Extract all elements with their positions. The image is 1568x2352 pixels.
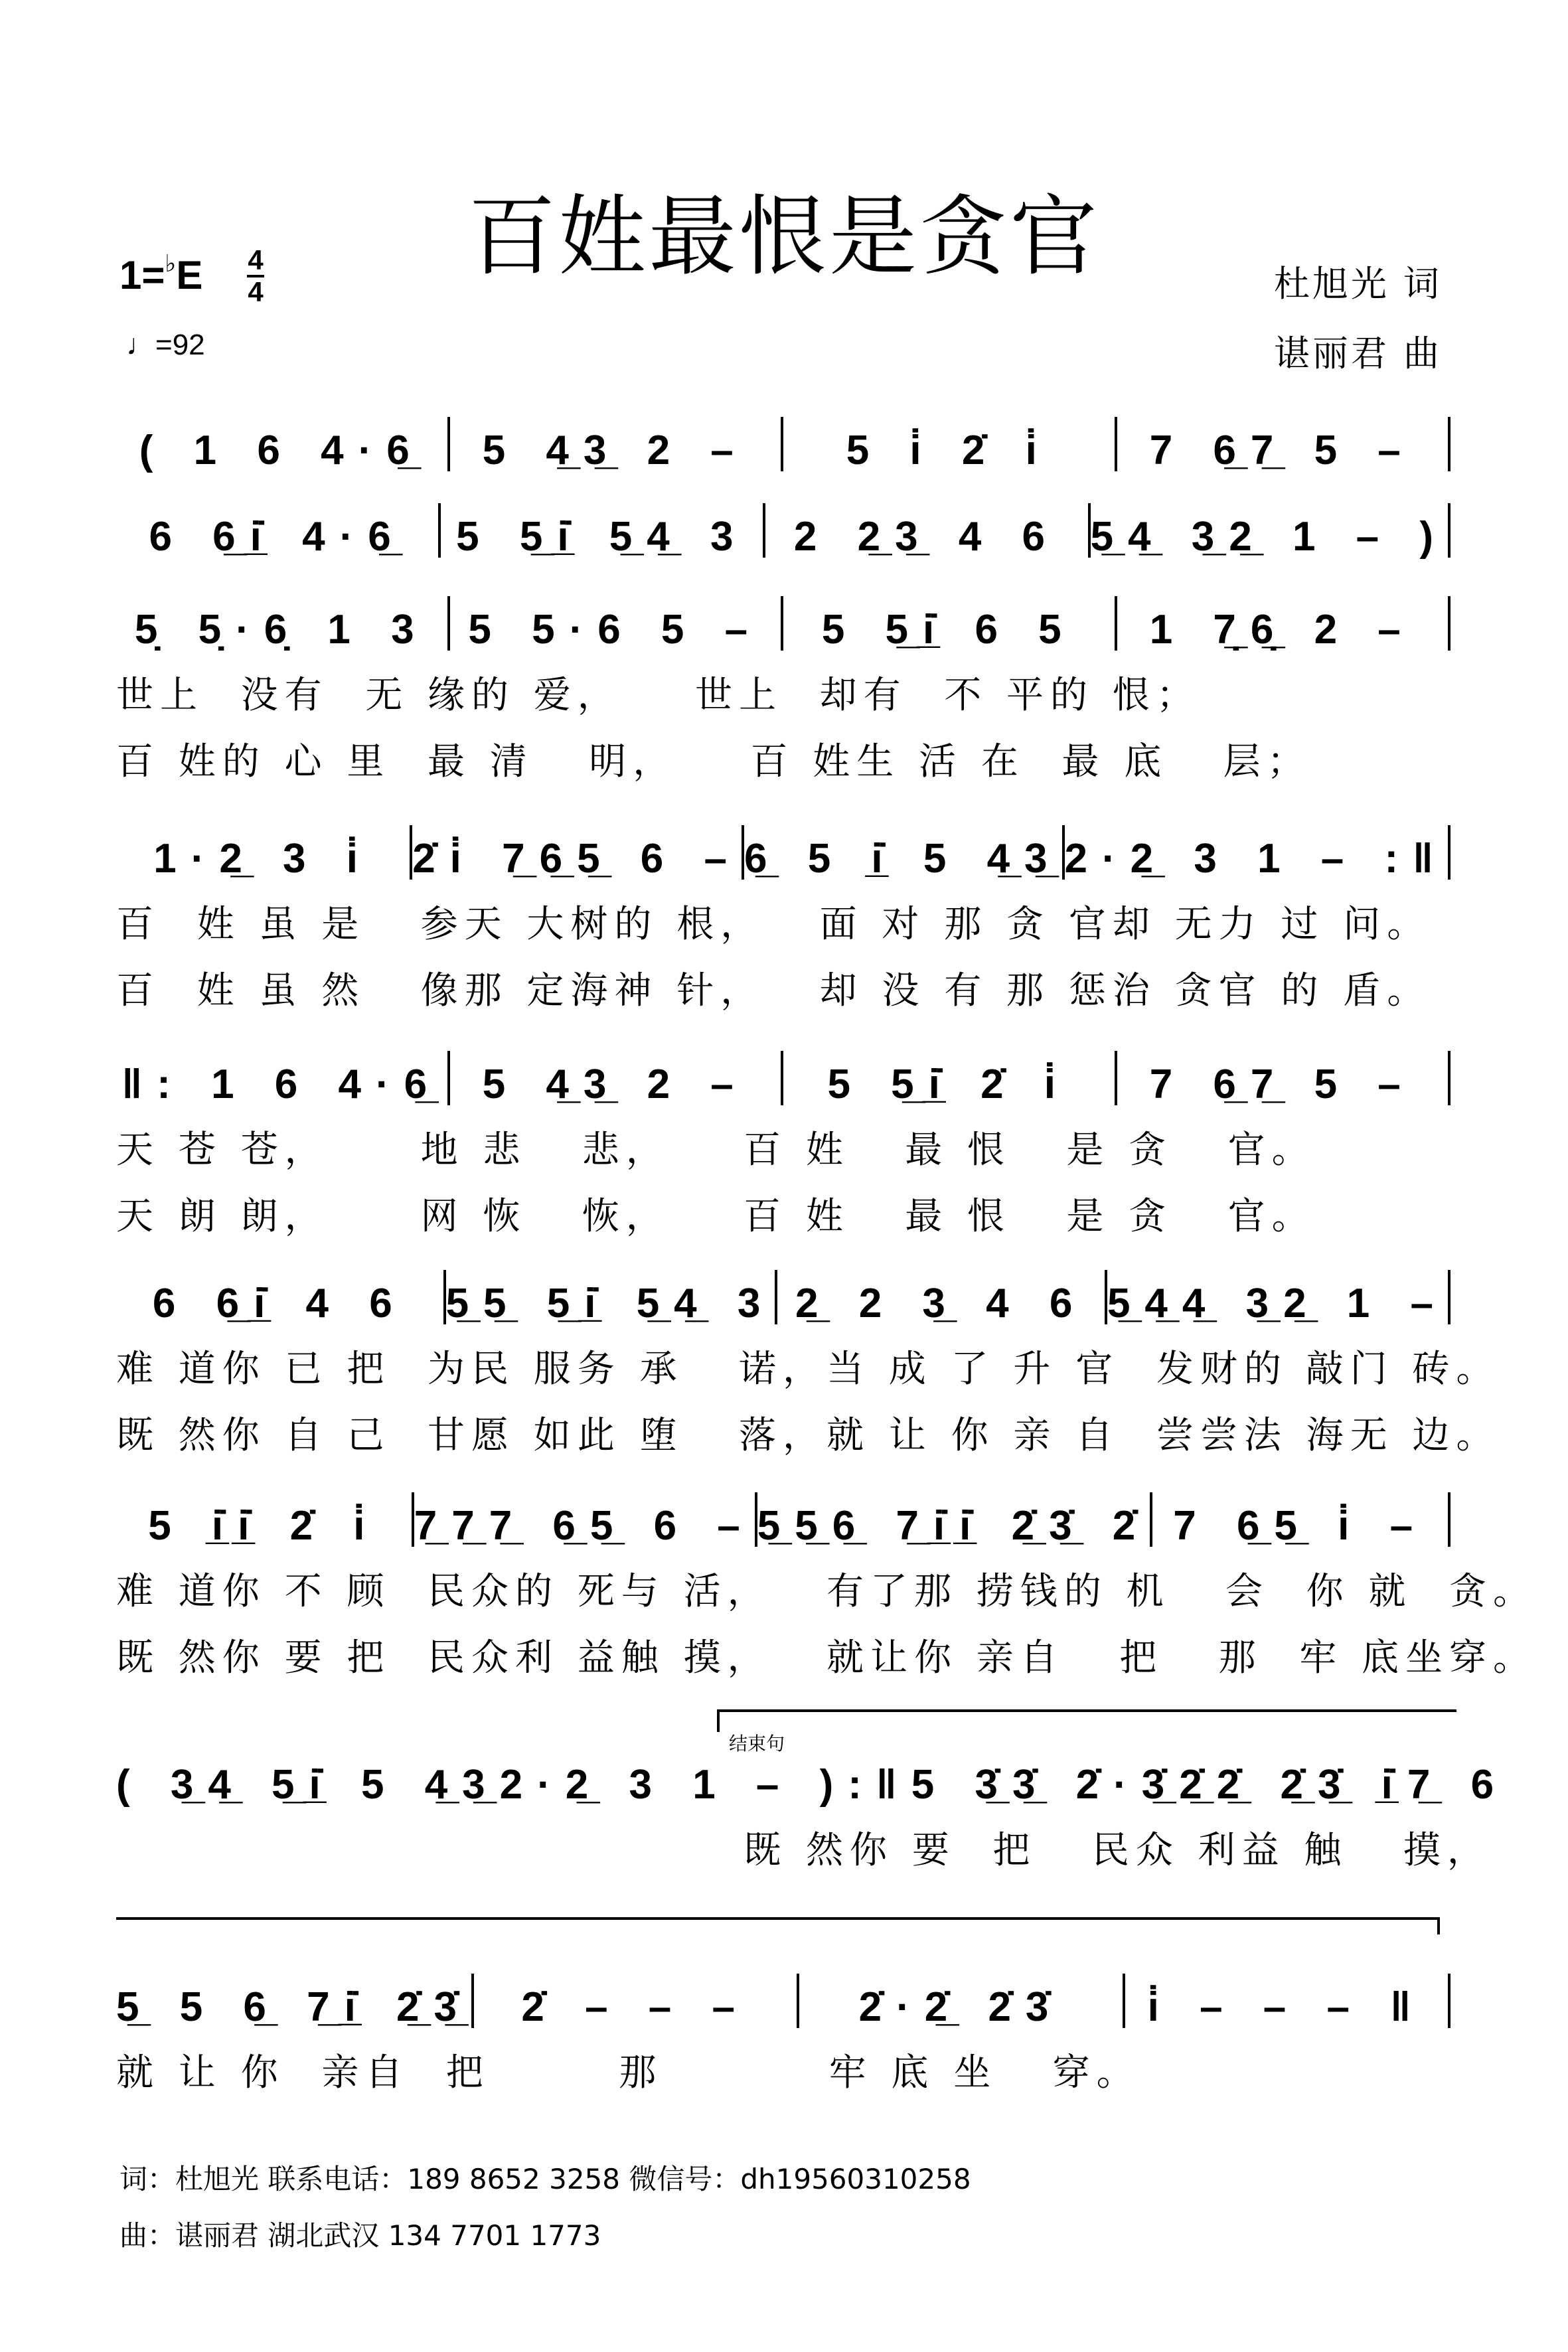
lyric-verse-1: 既 然你 要 把 民众 利益 触 摸， (116, 1829, 1491, 1872)
measure (783, 405, 1115, 471)
measure (116, 1258, 443, 1324)
lyric-verse-1: 难 道你 不 顾 民众的 死与 活， 有了那 捞钱的 机 会 你 就 贪。 (116, 1570, 1537, 1613)
measure-notes: 7̲7̲7̲ 6̲5̲ 6 – (414, 1503, 755, 1549)
measure-notes: 2·2̲ 3 1 – :‖ (1064, 836, 1448, 882)
measure (441, 491, 763, 558)
measure-notes: 5 5̲i̲̇ 6 5 (821, 607, 1076, 653)
quarter-note-icon: ♩ (126, 329, 155, 361)
lyrics-block (116, 2040, 1450, 2106)
composer-contact: 曲：谌丽君 湖北武汉 134 7701 1773 (119, 2219, 601, 2252)
measure-notes: 2̇ – – – (521, 1984, 749, 2030)
measure (446, 1258, 775, 1324)
ending-label: 结束句 (729, 1733, 785, 1754)
measure (765, 491, 1087, 558)
score-system-intro-1 (116, 405, 1450, 471)
measure-notes: 6 6̲i̲̇ 4·6̲ (149, 514, 406, 560)
notation-row (116, 584, 1450, 651)
measure (1117, 1039, 1449, 1105)
measure-notes: 2̲ 2 3̲ 4 6 (795, 1281, 1087, 1326)
measure (1117, 584, 1449, 651)
measure-notes: ‖: 1 6 4·6̲ (121, 1061, 442, 1107)
measure (783, 584, 1115, 651)
notation-row (116, 1039, 1450, 1105)
measure (1117, 405, 1449, 471)
measure (412, 813, 742, 880)
measure (500, 1739, 911, 1806)
time-signature (247, 244, 264, 307)
lyric-verse-2: 天 朗 朗， 网 恢 恢， 百 姓 最 恨 是 贪 官。 (116, 1195, 1316, 1238)
lyric-verse-2: 既 然你 要 把 民众利 益触 摸， 就让你 亲自 把 那 牢 底坐穿。 (116, 1636, 1537, 1680)
measure (116, 1739, 500, 1806)
lyrics-block (116, 1559, 1537, 1680)
barline (1448, 1051, 1450, 1105)
lyric-verse-2: 既 然你 自 己 甘愿 如此 堕 落，就 让 你 亲 自 尝尝法 海无 边。 (116, 1414, 1500, 1457)
measure-notes: 5 3̲̇3̲̇ 2̇·3̲̇ (911, 1762, 1180, 1808)
measure-notes: 2 2̲3̲ 4 6 (793, 514, 1060, 560)
measure-notes: 5̣ 5̣·6̣ 1 3 (134, 607, 429, 653)
ending-bracket (717, 1709, 1456, 1732)
measure (1091, 491, 1448, 558)
tempo-value: =92 (155, 329, 205, 361)
measure (116, 813, 410, 880)
score-system-verse-2 (116, 813, 1450, 1012)
lyric-verse-1: 世上 没有 无 缘的 爱， 世上 却有 不 平的 恨； (116, 674, 1200, 717)
measure-notes: 5̲5̲6̲ 7̲i̲̇i̲̇ 2̲̇3̲̇ 2̇ (757, 1503, 1150, 1549)
measure (414, 1480, 755, 1547)
measure (116, 1962, 471, 2028)
lyric-verse-1: 百 姓 虽 是 参天 大树的 根， 面 对 那 贪 官却 无力 过 问。 (116, 903, 1431, 946)
measure-notes: 5̲5̲ 5̲i̲̇ 5̲4̲ 3 (445, 1281, 775, 1326)
score-system-verse-1 (116, 584, 1450, 783)
lyrics-block (116, 1117, 1450, 1238)
lyrics-block (116, 892, 1450, 1012)
measure-notes: 5 i̲̇i̲̇ 2̇ i̇ (148, 1503, 380, 1549)
measure (450, 1039, 781, 1105)
barline (1448, 1270, 1450, 1324)
measure-notes: 5 i̇ 2̇ i̇ (846, 428, 1052, 473)
measure-notes: 6̲ 5 i̲̇ 5 4̲3̲ (744, 836, 1062, 882)
song-title: 百姓最恨是贪官 (468, 186, 1100, 288)
measure-notes: 5 4̲3̲ 2 – (482, 428, 748, 473)
measure-notes: 2̲̇2̲̇ 2̲̇3̲̇ i̲̇7̲ 6 (1179, 1762, 1509, 1808)
measure (777, 1258, 1105, 1324)
barline (1448, 1974, 1450, 2028)
measure (1065, 813, 1448, 880)
key-prefix: 1= (119, 253, 165, 297)
measure-notes: 6 6̲i̲̇ 4 6 (152, 1281, 407, 1326)
measure-notes: 5 4̲3̲ 2 – (482, 1061, 748, 1107)
barline (1448, 825, 1450, 880)
lyric-verse-2: 百 姓的 心 里 最 清 明， 百 姓生 活 在 最 底 层； (116, 740, 1311, 783)
measure-notes: 7 6̲5̲ i̇ – (1173, 1503, 1428, 1549)
measure-notes: 5 5̲i̲̇ 2̇ i̇ (827, 1061, 1071, 1107)
measure (911, 1739, 1180, 1806)
barline (1448, 1492, 1450, 1547)
measure (116, 584, 447, 651)
barline (1448, 503, 1450, 558)
score-system-chorus-3 (116, 1480, 1537, 1680)
score-system-interlude-ending (116, 1739, 1509, 1884)
measure-notes: ( 3̲4̲ 5̲i̲̇ 5 4̲3̲ (116, 1762, 500, 1808)
score-system-chorus-2 (116, 1258, 1500, 1457)
measure (757, 1480, 1150, 1547)
key-signature (119, 252, 202, 298)
flat-icon: ♭ (165, 250, 177, 277)
lyrics-block (116, 663, 1450, 783)
time-signature-bottom: 4 (248, 276, 264, 307)
measure (116, 1480, 412, 1547)
tempo-marking (126, 329, 205, 362)
notation-row (116, 405, 1450, 471)
barline (1448, 596, 1450, 651)
measure-notes: 5̲ 5 6̲ 7̲i̲̇ 2̲̇3̲̇ (116, 1984, 472, 2030)
measure-notes: 7 6̲7̲ 5 – (1149, 1061, 1415, 1107)
measure (450, 405, 781, 471)
lyricist-contact: 词：杜旭光 联系电话：189 8652 3258 微信号：dh19560310258 (119, 2163, 971, 2195)
measure-notes: 5̲4̲ 3̲2̲ 1 – ) (1090, 514, 1448, 560)
notation-row (116, 491, 1450, 558)
notation-row (116, 1258, 1450, 1324)
measure-notes: 1 7̣̲6̣̲ 2 – (1149, 607, 1415, 653)
measure-notes: 2̇i̇ 7̲6̲5̲ 6 – (412, 836, 742, 882)
measure-notes: 5 5̲i̲̇ 5̲4̲ 3 (456, 514, 748, 560)
measure (1152, 1480, 1448, 1547)
measure (1179, 1739, 1508, 1806)
measure-notes: i̇ – – – ‖ (1147, 1984, 1426, 2030)
key-note: E (176, 253, 203, 297)
ending-bracket-continuation (116, 1917, 1440, 1934)
score-system-intro-2 (116, 491, 1450, 558)
measure (450, 584, 781, 651)
barline (1448, 417, 1450, 471)
notation-row (116, 1480, 1450, 1547)
measure-notes: 1·2̲ 3 i̇ (153, 836, 372, 882)
lyrics-block (116, 1818, 1491, 1884)
composer-credit: 谌丽君 曲 (1273, 333, 1442, 374)
measure-notes: 5̲4̲4̲ 3̲2̲ 1 – (1107, 1281, 1448, 1326)
measure (474, 1962, 797, 2028)
measure (116, 405, 447, 471)
measure-notes: 7 6̲7̲ 5 – (1149, 428, 1415, 473)
measure (1107, 1258, 1448, 1324)
measure (116, 1039, 447, 1105)
lyric-verse-1: 天 苍 苍， 地 悲 悲， 百 姓 最 恨 是 贪 官。 (116, 1129, 1316, 1172)
measure-notes: ( 1 6 4·6̲ (139, 428, 424, 473)
notation-row (116, 813, 1450, 880)
measure (799, 1962, 1122, 2028)
notation-row (116, 1962, 1450, 2028)
lyricist-credit: 杜旭光 词 (1273, 263, 1442, 305)
measure (744, 813, 1062, 880)
measure-notes: 5 5·6 5 – (468, 607, 763, 653)
score-system-coda (116, 1962, 1450, 2106)
lyric-verse-1: 难 道你 已 把 为民 服务 承 诺，当 成 了 升 官 发财的 敲门 砖。 (116, 1348, 1500, 1391)
measure-notes: 2·2̲ 3 1 – ):‖ (499, 1762, 911, 1808)
measure (1125, 1962, 1448, 2028)
score-system-chorus-1 (116, 1039, 1450, 1238)
time-signature-top: 4 (248, 244, 264, 275)
measure (783, 1039, 1115, 1105)
lyric-verse-2: 百 姓 虽 然 像那 定海神 针， 却 没 有 那 惩治 贪官 的 盾。 (116, 969, 1431, 1012)
measure (116, 491, 438, 558)
lyric-verse-1: 就 让 你 亲自 把 那 牢 底 坐 穿。 (116, 2051, 1140, 2094)
lyrics-block (116, 1336, 1500, 1457)
measure-notes: 2̇·2̲̇ 2̇3̇ (858, 1984, 1063, 2030)
